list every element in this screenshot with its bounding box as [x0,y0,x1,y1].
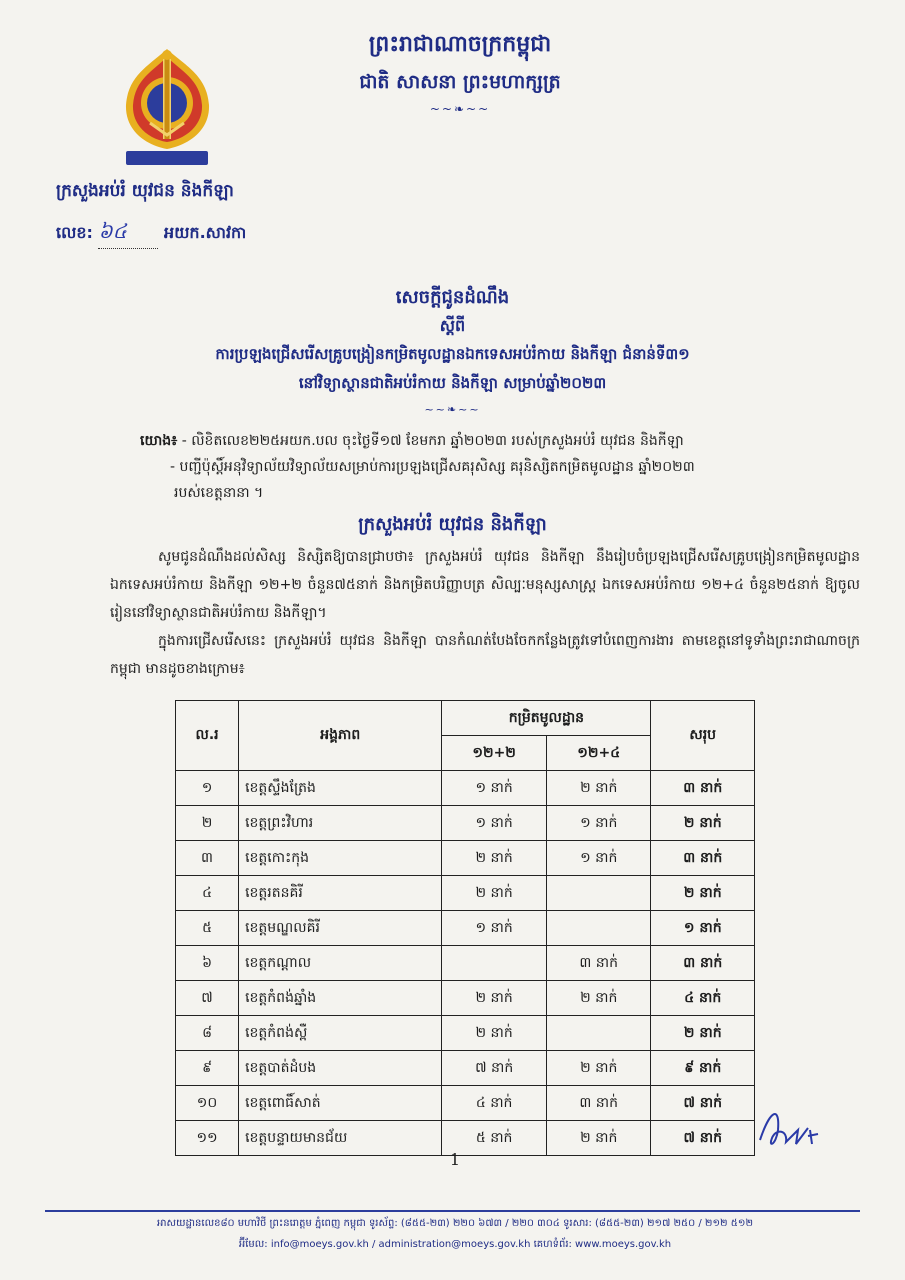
table-body [176,771,755,1156]
cell-number: ៤ [176,876,239,911]
table-row [176,876,755,911]
cell-total: ៩ នាក់ [651,1051,755,1086]
references [140,428,860,506]
table-row [176,1086,755,1121]
cell-province: ខេត្តកំពង់ស្ពឺ [239,1016,442,1051]
cell-total: ៧ នាក់ [651,1086,755,1121]
cell-12-4: ២ នាក់ [546,1121,651,1156]
allocation-table [175,700,755,1156]
table-row [176,946,755,981]
ornament-icon: ~~❧~~ [429,102,491,116]
notice-title: សេចក្តីជូនដំណឹង [395,287,510,308]
table-row [176,806,755,841]
cell-12-2: ៧ នាក់ [442,1051,547,1086]
ministry-heading: ក្រសួងអប់រំ យុវជន និងកីឡា [358,514,547,535]
cell-number: ២ [176,806,239,841]
cell-12-2: ២ នាក់ [442,876,547,911]
cell-12-2: ១ នាក់ [442,806,547,841]
header-col-12-4: ១២+៤ [546,736,651,771]
notice-subject-label: ស្តីពី [439,316,466,335]
cell-total: ២ នាក់ [651,806,755,841]
cell-province: ខេត្តពោធិ៍សាត់ [239,1086,442,1121]
cell-12-4: ៣ នាក់ [546,946,651,981]
cell-province: ខេត្តបាត់ដំបង [239,1051,442,1086]
cell-12-4: ២ នាក់ [546,771,651,806]
cell-number: ១០ [176,1086,239,1121]
header-level: កម្រិតមូលដ្ឋាន [442,701,651,736]
cell-number: ៥ [176,911,239,946]
header-total: សរុប [651,701,755,771]
cell-province: ខេត្តបន្ទាយមានជ័យ [239,1121,442,1156]
cell-province: ខេត្តកំពង់ឆ្នាំង [239,981,442,1016]
notice-subject-line1: ការប្រឡងជ្រើសរើសគ្រូបង្រៀនកម្រិតមូលដ្ឋានឯកទេសអប់រំកាយ និងកីឡា ជំនាន់ទី៣១ [215,345,690,363]
reference-suffix: អយក.សាវកា [164,223,247,242]
reference-number [56,218,246,249]
ministry-name: ក្រសួងអប់រំ យុវជន និងកីឡា [56,181,234,201]
cell-province: ខេត្តព្រះវិហារ [239,806,442,841]
cell-total: ៣ នាក់ [651,771,755,806]
cell-12-4: ៣ នាក់ [546,1086,651,1121]
reference-item-continued: របស់ខេត្តនានា ។ [174,485,264,501]
table-row [176,771,755,806]
cell-province: ខេត្តមណ្ឌលគិរី [239,911,442,946]
cell-12-4: ១ នាក់ [546,806,651,841]
cell-province: ខេត្តកោះកុង [239,841,442,876]
footer-contact: អ៊ីមែល: info@moeys.gov.kh / administration@moeys.gov.kh គេហទំព័រ: www.moeys.gov.kh [238,1239,672,1250]
cell-total: ២ នាក់ [651,876,755,911]
cell-12-4: ២ នាក់ [546,981,651,1016]
header-col-12-2: ១២+២ [442,736,547,771]
cell-province: ខេត្តស្ទឹងត្រែង [239,771,442,806]
cell-number: ៦ [176,946,239,981]
cell-12-4 [546,911,651,946]
cell-total: ៧ នាក់ [651,1121,755,1156]
table-row [176,981,755,1016]
cell-12-4 [546,876,651,911]
header-number: ល.រ [176,701,239,771]
footer-divider [45,1210,860,1212]
cell-12-2: ២ នាក់ [442,841,547,876]
cell-number: ១ [176,771,239,806]
cell-number: ៣ [176,841,239,876]
notice-subject-line2: នៅវិទ្យាស្ថានជាតិអប់រំកាយ និងកីឡា សម្រាប់ឆ្នាំ២០២៣ [298,374,607,392]
royal-emblem-icon [120,45,215,175]
footer-address: អាសយដ្ឋានលេខ៨០ មហាវិថី ព្រះនរោត្តម ភ្នំពេញ កម្ពុជា ទូរស័ព្ទ: (៨៥៥-២៣) ២២០ ៦៧៣ / ២២០ ៣០៤ ទូរសារ: (៨៥៥-២៣) ២១៧ ២៥០ / ២១២ ៥១២ [156,1218,754,1229]
cell-12-2 [442,946,547,981]
cell-total: ៤ នាក់ [651,981,755,1016]
cell-province: ខេត្តកណ្តាល [239,946,442,981]
table-row [176,911,755,946]
notice-body [110,543,860,683]
cell-total: ២ នាក់ [651,1016,755,1051]
cell-number: ៨ [176,1016,239,1051]
ornament-icon: ~~❧~~ [424,403,481,416]
cell-total: ១ នាក់ [651,911,755,946]
cell-12-2: ១ នាក់ [442,911,547,946]
cell-12-2: ៥ នាក់ [442,1121,547,1156]
cell-total: ៣ នាក់ [651,841,755,876]
cell-12-4: ២ នាក់ [546,1051,651,1086]
emblem-caption [126,151,208,165]
table-row [176,841,755,876]
cell-12-2: ៤ នាក់ [442,1086,547,1121]
reference-handwritten-number: ៦៤ [98,219,127,243]
header-unit: អង្គភាព [239,701,442,771]
cell-12-2: ១ នាក់ [442,771,547,806]
signature-icon [750,1100,830,1155]
cell-12-2: ២ នាក់ [442,1016,547,1051]
cell-number: ៩ [176,1051,239,1086]
body-paragraph: ក្នុងការជ្រើសរើសនេះ ក្រសួងអប់រំ យុវជន និងកីឡា បានកំណត់បែងចែកកន្លែងត្រូវទៅបំពេញការងារ តាមខេត្តនៅទូទាំងព្រះរាជាណាចក្រកម្ពុជា មានដូចខាងក្រោម៖ [110,633,860,677]
table-row [176,1051,755,1086]
kingdom-title: ព្រះរាជាណាចក្រកម្ពុជា [368,32,552,57]
page-number: 1 [449,1150,461,1169]
cell-number: ៧ [176,981,239,1016]
cell-12-4: ១ នាក់ [546,841,651,876]
body-paragraph: សូមជូនដំណឹងដល់សិស្ស និស្សិតឱ្យបានជ្រាបថា៖ ក្រសួងអប់រំ យុវជន និងកីឡា នឹងរៀបចំប្រឡងជ្រើសរើសគ្រូបង្រៀនកម្រិតមូលដ្ឋានឯកទេសអប់រំកាយ និងកីឡា ១២+២ ចំនួន៧៥នាក់ និងកម្រិតបរិញ្ញាបត្រ សិល្បៈមនុស្សសាស្ត្រ ឯកទេសអប់រំកាយ ១២+៤ ចំនួន២៥នាក់ ឱ្យចូលរៀននៅវិទ្យាស្ថានជាតិអប់រំកាយ និងកីឡា។ [110,549,860,621]
cell-province: ខេត្តរតនគិរី [239,876,442,911]
cell-12-2: ២ នាក់ [442,981,547,1016]
cell-12-4 [546,1016,651,1051]
reference-item: - បញ្ជីប៉ុស្តិ៍អនុវិទ្យាល័យវិទ្យាល័យសម្រាប់ការប្រឡងជ្រើសគរុសិស្ស គរុនិស្សិតកម្រិតមូលដ្ឋាន ឆ្នាំ២០២៣ [170,459,695,475]
reference-item: - លិខិតលេខ២២៥អយក.បល ចុះថ្ងៃទី១៧ ខែមករា ឆ្នាំ២០២៣ របស់ក្រសួងអប់រំ យុវជន និងកីឡា [181,433,684,449]
national-motto: ជាតិ សាសនា ព្រះមហាក្សត្រ [359,71,561,93]
table-row [176,1016,755,1051]
cell-total: ៣ នាក់ [651,946,755,981]
cell-number: ១១ [176,1121,239,1156]
references-label: យោង៖ [140,433,178,449]
reference-label: លេខ: [56,223,93,242]
